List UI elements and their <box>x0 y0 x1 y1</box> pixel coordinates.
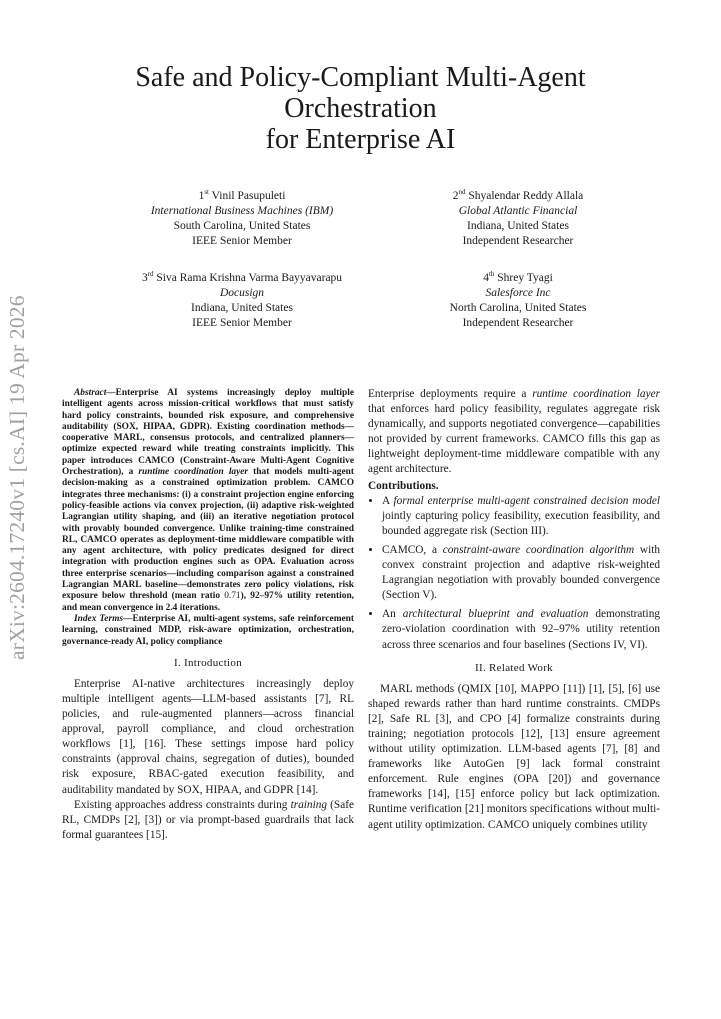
author-block-2: 2nd Shyalendar Reddy Allala Global Atlantic Financial Indiana, United States Independent Researcher <box>398 185 638 249</box>
paragraph: Existing approaches address constraints during training (Safe RL, CMDPs [2], [3]) or via prompt-based guardrails that lack formal guarantees [15]. <box>62 798 354 841</box>
author-affiliation: Docusign <box>219 286 265 299</box>
author-location: South Carolina, United States <box>173 219 311 232</box>
paragraph: MARL methods (QMIX [10], MAPPO [11]) [1], [5], [6] use shaped rewards rather than hard runtime constraints. CMDPs [2], Safe RL [3], and CPO [4] formalize constraints during training; negotiation protocols [12], [13] ensure agreement without utility optimization. LLM-based agents [7], [8] and frameworks like AutoGen [9] lack formal constraint enforcement. Rule engines (OPA [20]) and governance frameworks [14], [15] enforce policy but lack optimization. Runtime verification [21] monitors specifications without multi-agent utility optimization. CAMCO uniquely combines utility <box>368 682 660 831</box>
author-role: Independent Researcher <box>462 234 574 247</box>
author-affiliation: International Business Machines (IBM) <box>150 204 334 217</box>
author-role: IEEE Senior Member <box>192 234 292 247</box>
title-line: for Enterprise AI <box>265 124 456 155</box>
contributions-list <box>368 494 660 653</box>
author-block-1: 1st Vinil Pasupuleti International Business Machines (IBM) South Carolina, United States IEEE Senior Member <box>122 185 362 249</box>
title-line: Safe and Policy-Compliant Multi-Agent <box>135 62 586 93</box>
right-column <box>368 387 660 833</box>
author-role: Independent Researcher <box>462 316 574 329</box>
author-block-3: 3rd Siva Rama Krishna Varma Bayyavarapu Docusign Indiana, United States IEEE Senior Member <box>102 267 382 331</box>
index-terms: Index Terms—Enterprise AI, multi-agent systems, safe reinforcement learning, constrained MDP, risk-aware optimization, orchestration, governance-ready AI, policy compliance <box>62 613 355 647</box>
author-affiliation: Salesforce Inc <box>485 286 551 299</box>
author-name: Shrey Tyagi <box>497 271 553 284</box>
paper-title <box>60 62 661 155</box>
author-affiliation: Global Atlantic Financial <box>458 204 578 217</box>
author-location: Indiana, United States <box>467 219 569 232</box>
paragraph: Enterprise AI-native architectures increasingly deploy multiple intelligent agents—LLM-based assistants [7], RL policies, and rule-augmented planners—across financial approval, payroll compliance, and cloud orchestration workflows [1], [16]. These settings impose hard policy constraints (approval chains, segregation of duties), bounded risk exposure, RBAC-gated execution feasibility, and auditability mandated by SOX, HIPAA, and GDPR [14]. <box>62 677 354 796</box>
title-line: Orchestration <box>284 93 437 124</box>
author-name: Shyalendar Reddy Allala <box>468 189 584 202</box>
author-name: Siva Rama Krishna Varma Bayyavarapu <box>156 271 343 284</box>
paragraph: Enterprise deployments require a runtime coordination layer that enforces hard policy feasibility, regulates aggregate risk dynamically, and supports negotiated convergence—capabilities not provided by current frameworks. CAMCO fills this gap as lightweight deployment-time middleware compatible with any agent architecture. <box>368 388 661 476</box>
abstract: Abstract—Enterprise AI systems increasingly deploy multiple intelligent agents across mission-critical workflows that must satisfy hard policy constraints, bounded risk exposure, and comprehensive auditability (SOX, HIPAA, GDPR). Existing coordination methods—cooperative MARL, consensus protocols, and centralized planners—optimize expected reward while treating constraints implicitly. This paper introduces CAMCO (Constraint-Aware Multi-Agent Cognitive Orchestration), a runtime coordination layer that models multi-agent decision-making as a constrained optimization problem. CAMCO integrates three mechanisms: (i) a constraint projection engine enforcing policy-feasible actions via convex projection, (ii) adaptive risk-weighted Lagrangian utility shaping, and (iii) an iterative negotiation protocol with provably bounded convergence. Unlike training-time constrained RL, CAMCO operates as deployment-time middleware compatible with any agent architecture, with policy predicates designed for direct integration with production engines such as OPA. Evaluation across three enterprise scenarios—including comparison against a constrained Lagrangian MARL baseline—demonstrates zero policy violations, risk exposure below threshold (mean ratio 0.71), 92–97% utility retention, and mean convergence in 2.4 iterations. Index Terms—Enterprise AI, multi-agent systems, safe reinforcement learning, constrained MDP, risk-aware optimization, orchestration, governance-ready AI, policy compliance <box>62 388 355 647</box>
section-heading: I. Introduction <box>173 656 243 669</box>
author-location: North Carolina, United States <box>449 301 587 314</box>
abstract-label: Abstract <box>74 388 107 398</box>
section-heading: II. Related Work <box>475 661 553 674</box>
left-column <box>62 388 354 843</box>
contributions-heading: Contributions. <box>368 479 439 492</box>
author-location: Indiana, United States <box>191 301 293 314</box>
author-block-4: 4th Shrey Tyagi Salesforce Inc North Carolina, United States Independent Researcher <box>398 267 638 331</box>
arxiv-stamp: arXiv:2604.17240v1 [cs.AI] 19 Apr 2026 <box>5 295 29 660</box>
author-role: IEEE Senior Member <box>192 316 292 329</box>
list-item: • CAMCO, a constraint-aware coordination algorithm with convex constraint projection and adaptive risk-weighted Lagrangian negotiation with provably bounded convergence (Section V). <box>382 543 660 603</box>
list-item: • An architectural blueprint and evaluation demonstrating zero-violation coordination with 92–97% utility retention across three scenarios and four baselines (Sections IV, VI). <box>382 607 660 652</box>
list-item: • A formal enterprise multi-agent constrained decision model jointly capturing policy feasibility, execution feasibility, and bounded aggregate risk (Section III). <box>382 494 660 539</box>
author-name: Vinil Pasupuleti <box>211 189 286 202</box>
